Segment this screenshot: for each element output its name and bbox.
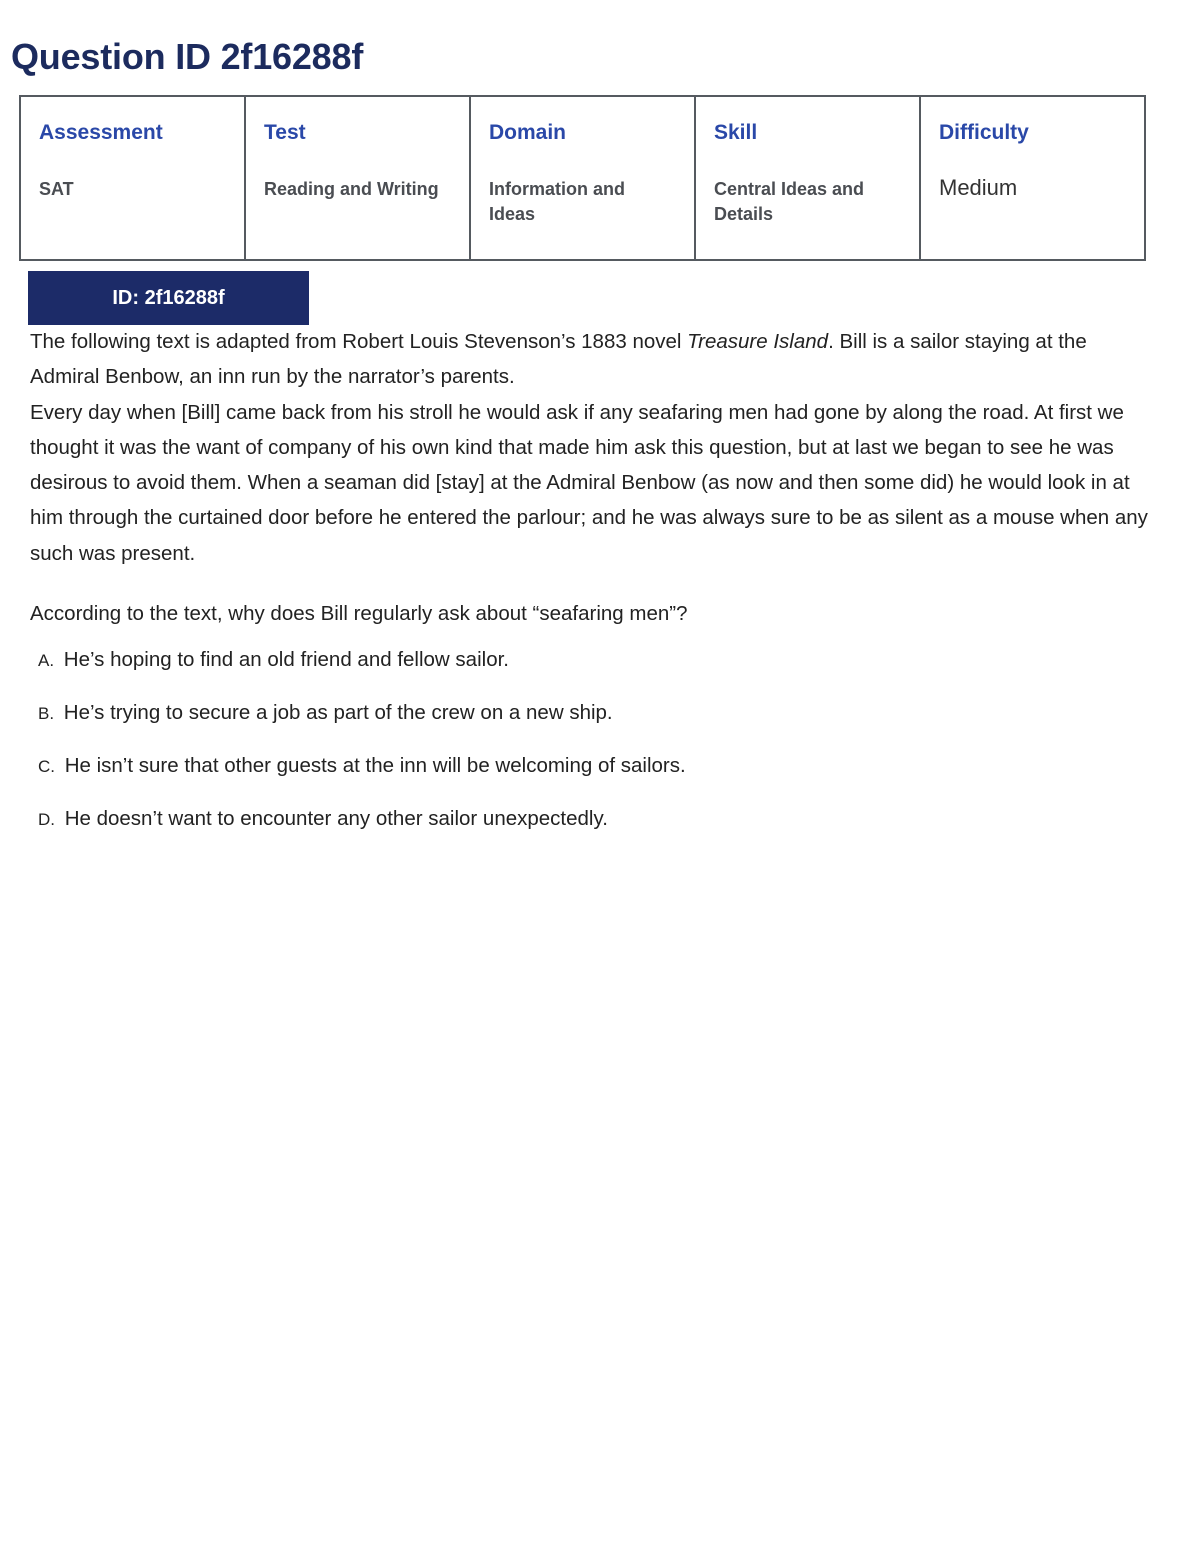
answer-choice-d[interactable] xyxy=(38,802,686,855)
meta-cell-domain xyxy=(470,96,695,260)
choice-text: He’s trying to secure a job as part of the crew on a new ship. xyxy=(63,701,613,724)
passage-body: Every day when [Bill] came back from his stroll he would ask if any seafaring men had gone by along the road. At first we thought it was the want of company of his own kind that made him ask this question, but at last we began to see he was desirous to avoid them. When a seaman did [stay] at the Admiral Benbow (as now and then some did) he would look in at him through the curtained door before he entered the parlour; and he was always sure to be as silent as a mouse when any such was present. xyxy=(30,400,1148,565)
answer-choice-c[interactable] xyxy=(38,749,686,802)
choice-text: He isn’t sure that other guests at the inn will be welcoming of sailors. xyxy=(64,754,686,777)
choice-letter: C. xyxy=(38,757,55,776)
meta-header-test: Test xyxy=(264,121,306,144)
meta-header-assessment: Assessment xyxy=(39,121,163,144)
book-title: Treasure Island xyxy=(687,330,829,353)
question-metadata-table xyxy=(19,95,1146,261)
answer-choices xyxy=(38,643,686,855)
meta-value-test: Reading and Writing xyxy=(264,179,439,199)
meta-cell-assessment xyxy=(20,96,245,260)
meta-header-skill: Skill xyxy=(714,121,758,144)
meta-value-domain: Information and Ideas xyxy=(489,179,625,224)
answer-choice-a[interactable] xyxy=(38,643,686,696)
page-title: Question ID 2f16288f xyxy=(11,36,364,77)
passage xyxy=(30,324,1155,571)
question-id-banner: ID: 2f16288f xyxy=(28,271,309,325)
choice-letter: D. xyxy=(38,810,55,829)
answer-choice-b[interactable] xyxy=(38,696,686,749)
intro-text-after: . Bill is a sailor staying at the Admiral Benbow, an inn run by the narrator’s parents. xyxy=(30,330,1087,389)
metadata-row xyxy=(20,96,1145,260)
choice-letter: B. xyxy=(38,704,55,723)
choice-letter: A. xyxy=(38,651,55,670)
meta-header-difficulty: Difficulty xyxy=(939,121,1029,144)
meta-value-assessment: SAT xyxy=(39,179,74,199)
intro-text-before: The following text is adapted from Robert Louis Stevenson’s 1883 novel xyxy=(30,330,688,353)
choice-text: He’s hoping to find an old friend and fellow sailor. xyxy=(63,648,509,671)
question-stem: According to the text, why does Bill regularly ask about “seafaring men”? xyxy=(30,602,688,625)
meta-cell-difficulty xyxy=(920,96,1145,260)
meta-cell-skill xyxy=(695,96,920,260)
passage-intro xyxy=(30,324,1155,395)
meta-header-domain: Domain xyxy=(489,121,567,144)
meta-value-difficulty: Medium xyxy=(939,175,1018,200)
choice-text: He doesn’t want to encounter any other sailor unexpectedly. xyxy=(64,807,608,830)
meta-cell-test xyxy=(245,96,470,260)
meta-value-skill: Central Ideas and Details xyxy=(714,179,865,224)
